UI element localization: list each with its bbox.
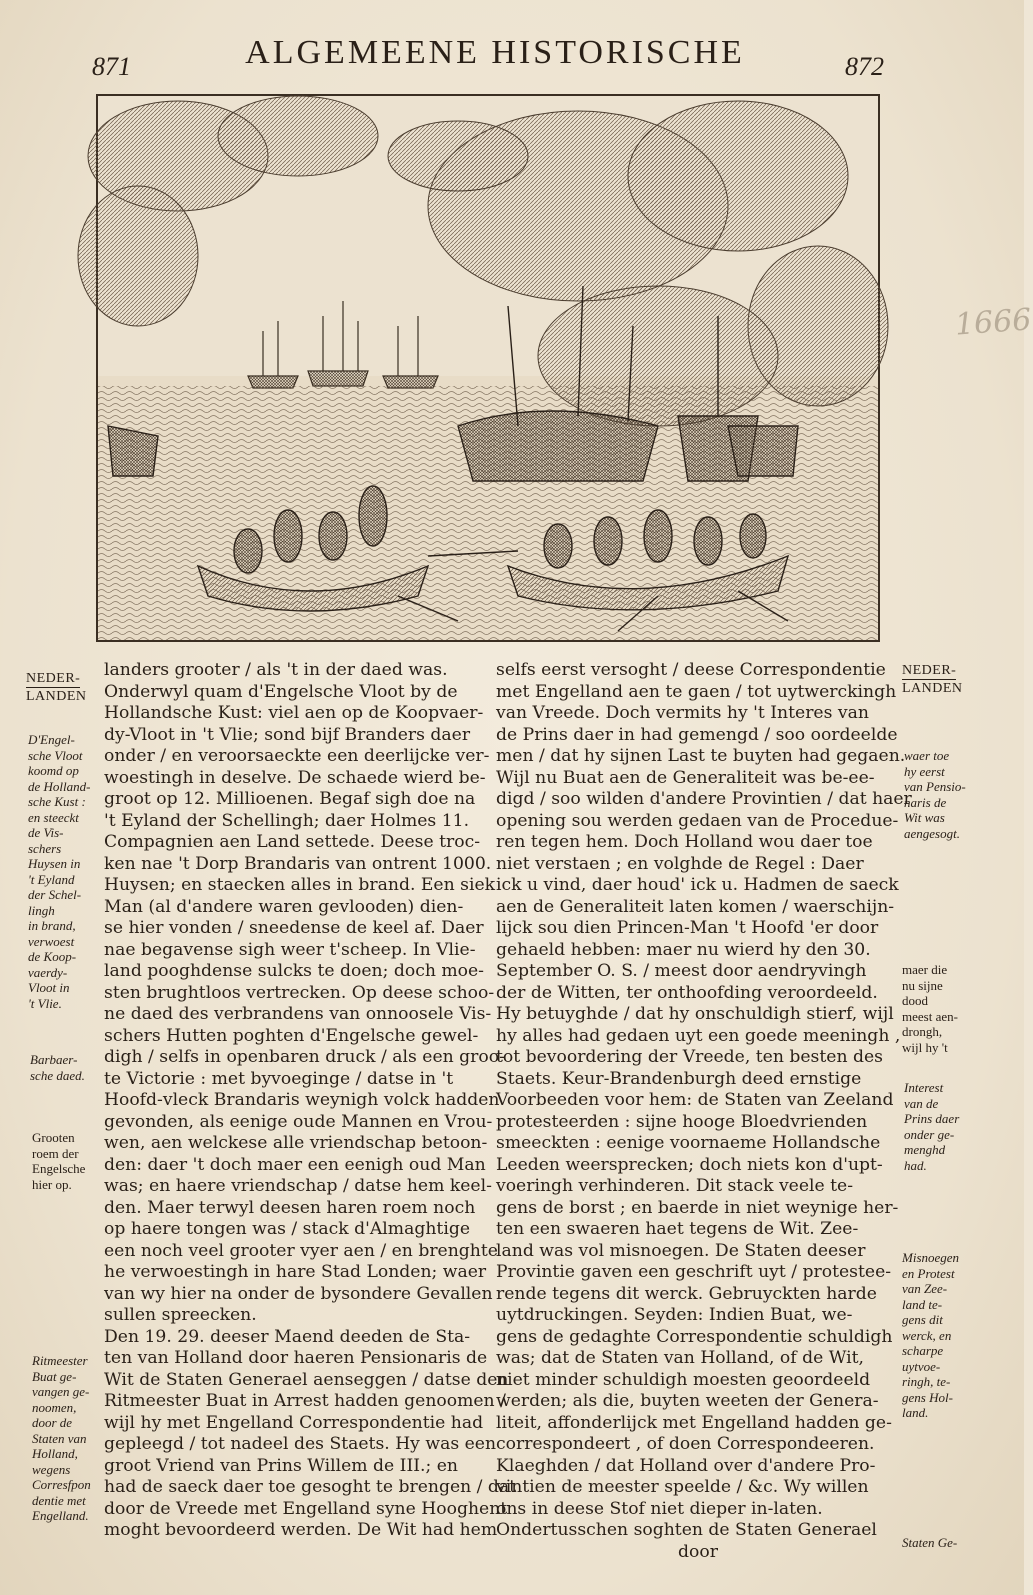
note-line: had. [904,1157,927,1173]
note-line: nu sijne [902,977,943,993]
page-number-right: 872 [845,52,884,81]
page-header [0,30,1024,80]
text-line: moght bevoordeerd werden. De Wit had hem [104,1520,498,1540]
text-line: gehaeld hebben: maer nu wierd hy den 30. [496,939,871,960]
note-line: door de [32,1415,73,1430]
note-line: Corresfpon [32,1477,91,1492]
text-line: groot op 12. Millioenen. Begaf sigh doe na [104,789,476,809]
text-line: Provintie gaven een geschrift uyt / protestee- [496,1262,892,1282]
note-line: ringh, te- [902,1374,951,1389]
note-line: maer die [902,962,948,977]
text-line: se hier vonden / sneedense de keel af. Daer [104,918,484,938]
text-line: gens de borst ; en baerde in niet weynige her- [496,1197,899,1218]
text-line: ren tegen hem. Doch Holland wou daer toe [496,832,873,852]
text-line: Klaeghden / dat Holland over d'andere Pro- [496,1455,876,1476]
note-line: van de [904,1095,939,1111]
text-line: land pooghdense sulcks te doen; doch moe- [104,961,484,981]
text-line: de Prins daer in had gemengd / soo oordeelde [496,724,898,745]
text-line: vintien de meester speelde / &c. Wy willen [496,1477,869,1497]
note-line: dentie met [32,1492,86,1508]
text-line: door de Vreede met Engelland syne Hooghent [104,1498,508,1519]
note-line: 't Vlie. [28,995,62,1011]
note-line: Ritmeester [32,1353,88,1368]
text-line: voeringh verhinderen. Dit stack veele te- [496,1176,854,1196]
note-line: en Protest [902,1265,955,1281]
margin-note-buat-arrest [32,1353,91,1524]
text-line: Wit de Staten Generael aenseggen / datse den [104,1369,509,1390]
text-line: ten een swaeren haet tegens de Wit. Zee- [496,1219,859,1239]
text-line: rende tegens dit werck. Gebruyckten harde [496,1283,877,1304]
naval-battle-engraving [98,96,878,640]
note-line: wijl hy 't [902,1039,948,1055]
margin-note-english-boast [32,1130,85,1192]
text-line: werden; als die, buyten weeten der Genera- [496,1391,879,1411]
note-line: dood [902,993,928,1008]
text-line: onder / en veroorsaeckte een deerlijcke ver- [104,746,490,766]
note-line: uytvoe- [902,1358,941,1374]
text-line: aen de Generaliteit laten komen / waerschijn- [496,896,895,917]
note-line: menghd [904,1142,946,1157]
text-line: gevonden, als eenige oude Mannen en Vrou- [104,1111,493,1132]
margin-note-death [902,962,958,1055]
text-line: sullen spreecken. [104,1305,257,1325]
margin-note-pensionary [904,748,966,841]
note-line: schers [28,840,62,856]
margin-note-region [26,670,87,705]
text-line: ten van Holland door haeren Pensionaris de [104,1348,488,1368]
note-line: koomd op [28,763,79,778]
text-line: 't Eyland der Schellingh; daer Holmes 11. [104,810,470,831]
note-line: werck, en [902,1327,952,1343]
text-line: den: daer 't doch maer een eenigh oud Man [104,1154,486,1175]
note-line: Holland, [32,1446,78,1461]
text-line: Ondertusschen soghten de Staten Generael [496,1520,877,1540]
note-line: noomen, [32,1399,77,1415]
note-line: der Schel- [28,887,82,902]
text-line: hy alles had gedaen uyt een goede meeningh , [496,1025,901,1046]
note-line: sche daed. [30,1067,85,1083]
note-line: 't Eyland [28,871,75,887]
note-line: aengesogt. [904,825,960,841]
text-line: was; dat de Staten van Holland, of de Wit, [496,1348,864,1368]
text-line: Compagnien aen Land settede. Deese troc- [104,832,481,852]
note-line: onder ge- [904,1126,955,1142]
text-line: smeeckten : eenige voornaeme Hollandsche [496,1133,881,1153]
text-line: Hollandsche Kust: viel aen op de Koopvaer- [104,703,484,723]
note-line: NEDER- [902,663,957,678]
text-line: Huysen; en staecken alles in brand. Een siek [104,875,496,895]
text-line: ick u vind, daer houd' ick u. Hadmen de saeck [496,875,899,895]
text-line: van Vreede. Doch vermits hy 't Interes van [496,703,869,723]
note-line: wegens [32,1461,71,1477]
note-line: Prins daer [904,1111,960,1126]
note-line: Grooten [32,1130,75,1145]
text-line: nae begavense sigh weer t'scheep. In Vlie- [104,939,476,960]
note-line: in brand, [28,918,76,933]
margin-note-protest [902,1250,959,1421]
note-line: drongh, [902,1024,943,1039]
text-line: te Victorie : met byvoeginge / datse in 't [104,1068,454,1089]
text-line: Den 19. 29. deeser Maend deeden de Sta- [104,1326,471,1347]
note-line: vaerdy- [28,964,68,980]
note-line: Vloot in [28,980,70,995]
text-line: schers Hutten poghten d'Engelsche gewel- [104,1025,479,1046]
text-line: men / dat hy sijnen Last te buyten had gegaen. [496,746,906,766]
text-line: Staets. Keur-Brandenburgh deed ernstige [496,1068,862,1089]
margin-note-states-general [902,1535,957,1551]
text-line: lijck sou dien Princen-Man 't Hoofd 'er door [496,918,879,938]
note-line: Staten Ge- [902,1535,958,1550]
text-line: tot bevoordering der Vreede, ten besten des [496,1047,883,1067]
text-line: op haere tongen was / stack d'Almaghtige [104,1219,470,1239]
text-line: gepleegd / tot nadeel des Staets. Hy was een [104,1434,497,1454]
note-line: de Vis- [28,825,64,840]
text-line: protesteerden : sijne hooge Bloedvrienden [496,1111,868,1132]
text-line: der de Witten, ter onthoofding veroordeeld. [496,982,878,1003]
note-line: sche Kust : [28,794,86,809]
margin-note-interest [904,1080,959,1173]
text-line: Man (al d'andere waren gevlooden) dien- [104,896,464,917]
text-line: opening sou werden gedaen van de Procedue- [496,810,899,831]
text-line: liteit, affonderlijck met Engelland hadden ge- [496,1412,892,1433]
text-line: dy-Vloot in 't Vlie; sond bijf Branders daer [104,724,471,745]
note-line: en steeckt [28,809,79,825]
note-line: Engelland. [32,1508,89,1523]
note-line: Staten van [32,1430,87,1446]
text-line: van wy hier na onder de bysondere Gevallen [104,1283,493,1304]
running-title: ALGEMEENE HISTORISCHE [245,34,745,71]
text-line: gens de gedaghte Correspondentie schuldigh [496,1326,893,1347]
text-line: was; en haere vriendschap / datse hem keel- [104,1176,492,1196]
note-line: lingh [28,902,55,918]
note-line: van Zee- [902,1281,948,1296]
text-line: Ritmeester Buat in Arrest hadden genoomen / [104,1391,506,1411]
note-line: roem der [32,1145,79,1161]
note-line: Wit was [904,810,945,825]
note-line: gens Hol- [902,1389,953,1405]
text-line: ken nae 't Dorp Brandaris van ontrent 1000. [104,853,492,874]
page-number-left: 871 [92,52,131,81]
text-line: wijl hy met Engelland Correspondentie had [104,1412,484,1433]
note-line: hy eerst [904,763,945,779]
text-line: selfs eerst versoght / deese Correspondentie [496,660,886,680]
note-line: NEDER- [26,671,81,686]
text-line: niet minder schuldigh moesten geoordeeld [496,1369,871,1390]
text-line: groot Vriend van Prins Willem de III.; en [104,1455,458,1476]
text-line: met Engelland aen te gaen / tot uytwerckingh [496,681,897,702]
note-line: meest aen- [902,1008,958,1024]
note-line: sche Vloot [28,747,83,763]
engraving-illustration [96,94,880,642]
note-line: van Pensio- [904,779,966,794]
text-line: wen, aen welckese alle vriendschap betoon- [104,1133,488,1153]
note-line: scharpe [902,1343,944,1358]
note-line: gens dit [902,1312,943,1327]
text-line: niet verstaen ; en volghde de Regel : Daer [496,853,864,874]
note-line: LANDEN [26,689,87,704]
note-line: vangen ge- [32,1384,90,1399]
right-text-column [496,660,912,1563]
text-line: Hoofd-vleck Brandaris weynigh volck hadden [104,1090,500,1110]
text-line: woestingh in deselve. De schaede wierd be- [104,767,486,788]
note-line: land te- [902,1296,943,1312]
note-line: verwoest [28,933,75,949]
note-line: land. [902,1405,929,1420]
text-line: landers grooter / als 't in der daed was. [104,660,448,680]
note-line: Buat ge- [32,1368,77,1384]
note-line: LANDEN [902,681,963,696]
note-line: waer toe [904,748,950,763]
text-line: digd / soo wilden d'andere Provintien / dat haer [496,789,912,809]
handwritten-annotation: 1666 [953,302,1033,343]
text-line: he verwoestingh in hare Stad Londen; waer [104,1262,487,1282]
note-line: Huysen in [28,856,81,871]
margin-note-english-fleet [28,732,90,1011]
note-line: Engelsche [32,1161,86,1176]
text-line: land was vol misnoegen. De Staten deeser [496,1240,866,1261]
text-line: correspondeert , of doen Correspondeeren. [496,1434,875,1454]
text-line: Hy betuyghde / dat hy onschuldigh stierf, wijl [496,1004,894,1024]
text-line: sten brughtloos vertrecken. Op deese schoo- [104,982,495,1003]
text-line: September O. S. / meest door aendryvingh [496,961,867,981]
text-line: Voorbeeden voor hem: de Staten van Zeeland [496,1090,894,1110]
text-line: een noch veel grooter vyer aen / en brenghte [104,1240,498,1261]
note-line: de Koop- [28,949,77,964]
text-line: digh / selfs in openbaren druck / als een groo- [104,1047,505,1067]
note-line: hier op. [32,1176,72,1192]
margin-note-region [902,662,963,697]
margin-note-barbaric-deed [30,1052,85,1083]
note-line: Interest [904,1080,944,1095]
note-line: Misnoegen [902,1250,960,1265]
text-line: Wijl nu Buat aen de Generaliteit was be-ee- [496,767,875,788]
left-text-column [104,660,517,1542]
text-line: ons in deese Stof niet dieper in-laten. [496,1498,823,1519]
note-line: Barbaer- [30,1052,78,1067]
text-line: Leeden weersprecken; doch niets kon d'upt- [496,1154,883,1175]
text-line: door [678,1541,718,1562]
text-line: den. Maer terwyl deesen haren roem noch [104,1197,476,1218]
text-line: had de saeck daer toe gesoght te brengen / dat [104,1477,517,1497]
note-line: naris de [904,794,947,810]
text-line: uytdruckingen. Seyden: Indien Buat, we- [496,1305,853,1325]
text-line: ne daed des verbrandens van onnoosele Vis- [104,1004,492,1024]
text-line: Onderwyl quam d'Engelsche Vloot by de [104,681,458,702]
note-line: D'Engel- [28,732,75,747]
note-line: de Holland- [28,778,91,794]
